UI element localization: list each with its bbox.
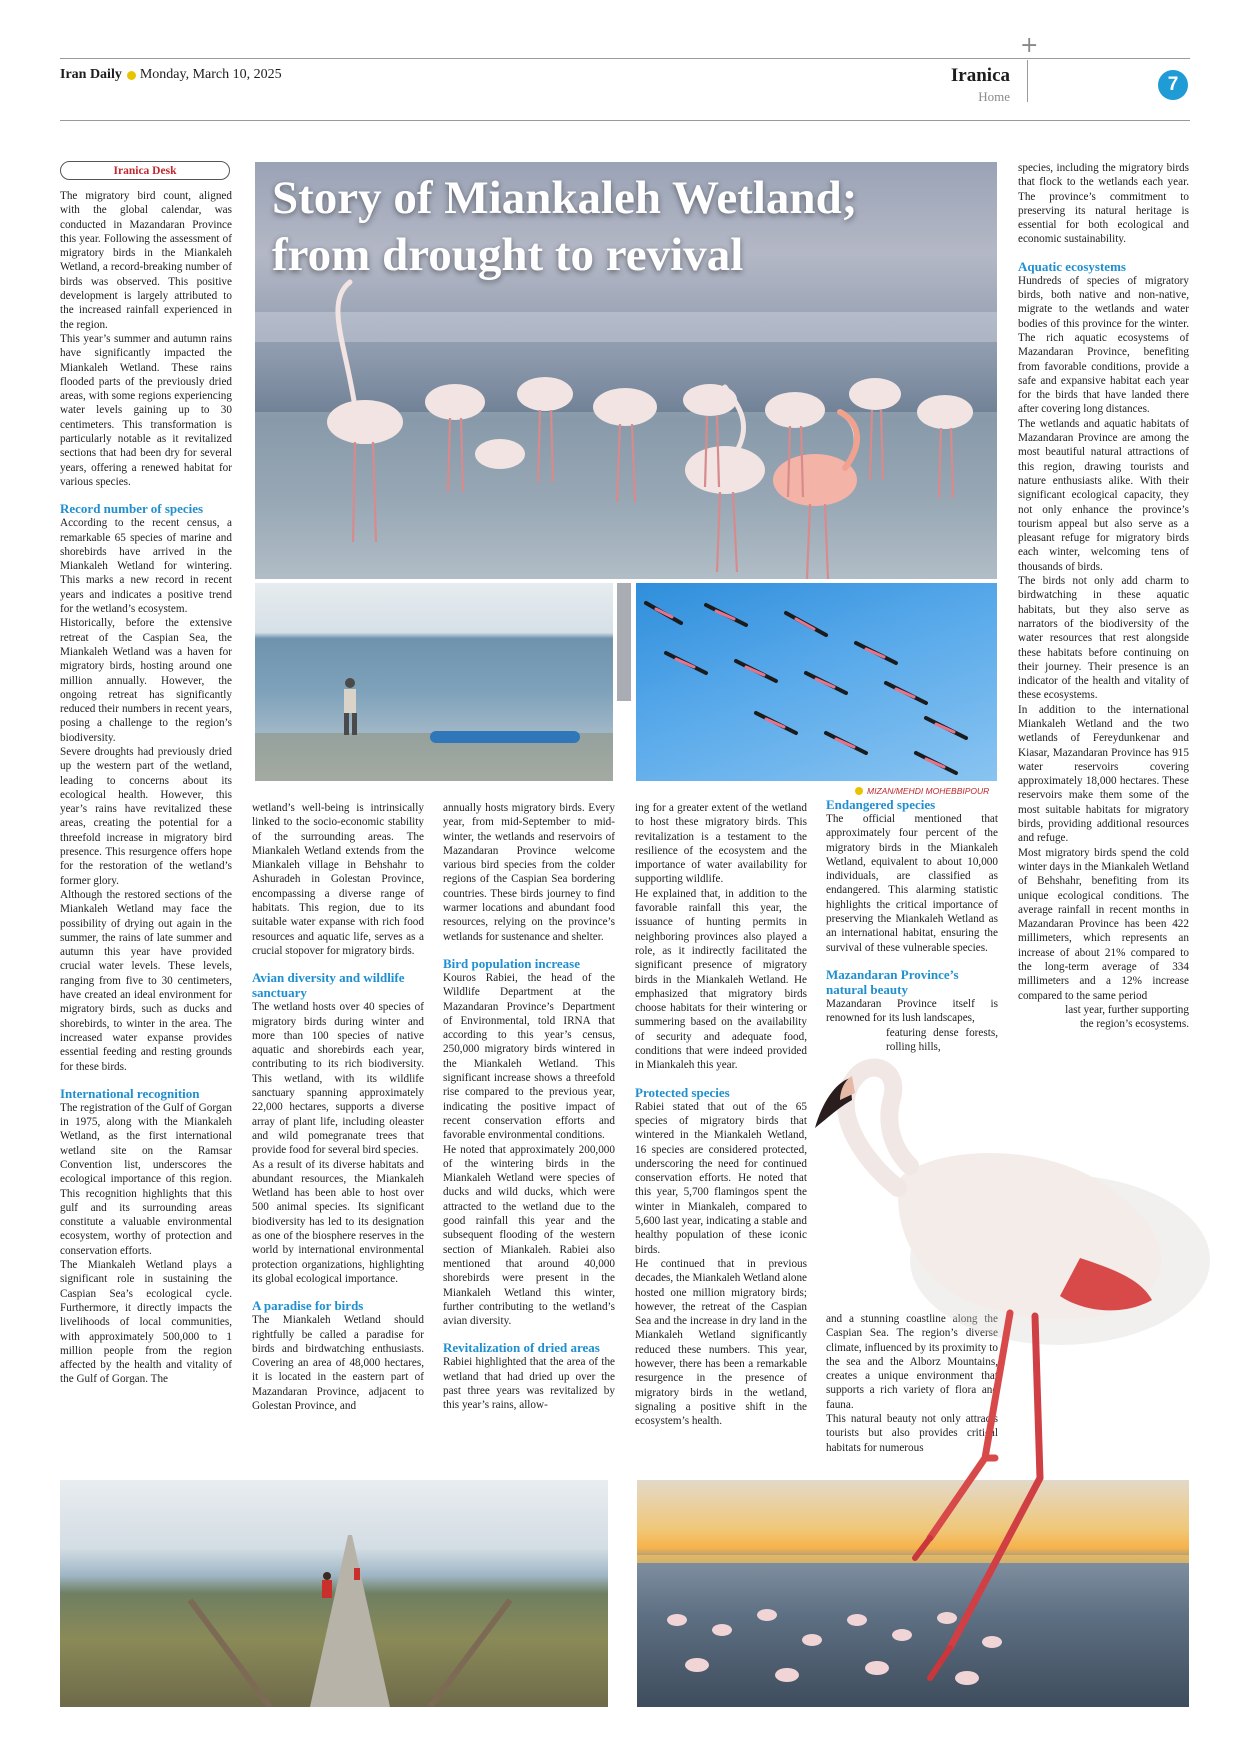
- subheading: International recognition: [60, 1085, 200, 1101]
- body-paragraph: He noted that approximately 200,000 of the wintering birds in the Miankaleh Wetland were species of ducks and wild ducks, which were attracted to the wetland due to the good rainfall this year and the subsequent flooding of the western section of Miankaleh. Rabiei also mentioned that around 40,000 shorebirds were present in the Miankaleh Wetland this winter, further contributing to the wetland’s avian diversity.: [443, 1143, 615, 1328]
- subheading: A paradise for birds: [252, 1298, 364, 1314]
- body-paragraph: Most migratory birds spend the cold winter days in the Miankaleh Wetland of Behshahr, benefiting from its unique ecological conditions. The average rainfall in recent months in Mazandaran Province has been 422 millimeters, which represents an increase of about 21% compared to the long-term average of 334 millimeters and a 12% increase compared to the same period: [1018, 846, 1189, 1002]
- issue-date: Monday, March 10, 2025: [139, 67, 282, 82]
- flamingo-icon: [780, 1038, 1230, 1734]
- credit-dot-icon: [855, 787, 863, 795]
- body-paragraph: The migratory bird count, aligned with the global calendar, was conducted in Mazandaran Province this year. Following the assessment of migratory birds in the Miankaleh Wetland, a record-breaking number of birds was observed. This positive development is largely attributed to the increased rainfall experienced in the region.: [60, 190, 232, 331]
- flamingo-cutout-image: [780, 1038, 1230, 1734]
- headline-line-1: Story of Miankaleh Wetland;: [272, 172, 858, 224]
- body-paragraph: The Miankaleh Wetland should rightfully be called a paradise for birds and birdwatching enthusiasts. Covering an area of 48,000 hectares, it is located in the eastern part of Mazandaran Province, adjacent to Golestan Province, and: [252, 1314, 424, 1412]
- subheading: Revitalization of dried areas: [443, 1340, 600, 1356]
- headline-line-2: from drought to revival: [272, 229, 744, 281]
- page-number-badge: 7: [1158, 70, 1188, 100]
- article-column-6: [1018, 161, 1189, 1032]
- boardwalk-illustration: [60, 1480, 608, 1707]
- subheading: Endangered species: [826, 797, 936, 812]
- flight-illustration: [636, 583, 997, 781]
- body-paragraph: This natural beauty not only attracts tourists but also provides critical habitats for numerous: [826, 1413, 998, 1454]
- subheading: Avian diversity and wildlife sanctuary: [252, 970, 405, 1001]
- header-divider: [1027, 60, 1028, 102]
- publication-name: Iran Daily: [60, 67, 122, 82]
- section-title: Iranica: [950, 65, 1010, 86]
- body-paragraph: wetland’s well-being is intrinsically linked to the socio-economic stability of the surrounding areas. The Miankaleh Wetland extends from the Miankaleh village in Behshahr to Ashuradeh in Golestan Province, encompassing a diverse range of habitats. This region, due to its suitable water expanse with rich food resources and aquatic life, serves as a crucial stopover for migratory birds.: [252, 802, 424, 957]
- separator-dot-icon: [127, 71, 136, 80]
- body-paragraph: annually hosts migratory birds. Every year, from mid-September to mid-winter, the wetlands and reservoirs of Mazandaran Province welcome various bird species from the colder regions of the Caspian Sea bordering countries. These birds journey to find warmer locations and abundant food resources, relying on the province’s wetlands for sustenance and shelter.: [443, 802, 615, 943]
- subheading: Bird population increase: [443, 955, 581, 971]
- boardwalk-photo: [60, 1480, 608, 1707]
- wetland-walker-photo: [255, 583, 613, 781]
- body-paragraph: In addition to the international Miankaleh Wetland and the two wetlands of Fereydunkenar and Kiasar, Mazandaran Province has 915 water reservoirs covering approximately 18,000 hectares. These reservoirs make them some of the most suitable habitats for migratory birds, providing additional resources and refuge.: [1018, 703, 1189, 845]
- header-top-rule: [60, 58, 1190, 59]
- body-paragraph: Hundreds of species of migratory birds, both native and non-native, migrate to the wetlands and water bodies of this province for the winter. The rich aquatic ecosystems of Mazandaran Province, benefiting from favorable conditions, provide a safe and expansive habitat each year for the birds that have landed there after covering long distances.: [1018, 274, 1189, 416]
- article-column-2: [252, 801, 424, 1413]
- body-paragraph-wrap: last year, further supporting the region’s ecosystems.: [1065, 1003, 1189, 1031]
- subheading: Aquatic ecosystems: [1018, 258, 1126, 274]
- body-paragraph: The birds not only add charm to birdwatching in these aquatic habitats, but they also serve as narrators of the biodiversity of the water resources that rest alongside these habitats before continuing on their journey. Their presence is an indicator of the health and vitality of these ecosystems.: [1018, 575, 1189, 702]
- body-paragraph: The registration of the Gulf of Gorgan in 1975, along with the Miankaleh Wetland, as the first international wetland site on the Ramsar Convention list, underscores the ecological importance of this region. This recognition highlights that this gulf and its surrounding areas constitute a valuable environmental ecosystem, worthy of protection and conservation efforts.: [60, 1101, 232, 1257]
- body-paragraph: The official mentioned that approximately four percent of the migratory birds in the Miankaleh Wetland, equivalent to about 10,000 individuals, are classified as endangered. This alarming statistic highlights the critical importance of preserving the Miankaleh Wetland as an international habitat, ensuring the survival of these vulnerable species.: [826, 813, 998, 954]
- body-paragraph: He explained that, in addition to the favorable rainfall this year, the issuance of hunting permits in neighboring provinces also played a role, as it indirectly facilitated the significant presence of migratory birds in the Miankaleh Wetland. He emphasized that migratory birds choose habitats for their wintering or summering based on the availability of security and adequate food, conditions that were indeed provided in Miankaleh this year.: [635, 887, 807, 1072]
- body-paragraph: The wetland hosts over 40 species of migratory birds during winter and more than 100 species of native aquatic and shorebirds each year, contributing to its rich biodiversity. This wetland, with its wildlife sanctuary spanning approximately 22,000 hectares, supports a diverse array of plant life, including oleaster and wild pomegranate trees that provide food for several bird species.: [252, 1001, 424, 1157]
- photo-credit: [855, 786, 989, 796]
- body-paragraph: This year’s summer and autumn rains have significantly impacted the Miankaleh Wetland. These rains flooded parts of the previously dried areas, with some regions experiencing water levels gaining up to 30 centimeters. This transformation is particularly notable as it revitalized sections that had been dry for several years, offering a renewed habitat for various species.: [60, 332, 232, 488]
- header-masthead: [60, 67, 282, 83]
- walker-illustration: [255, 583, 613, 781]
- photo-credit-text: MIZAN/MEHDI MOHEBBIPOUR: [867, 786, 990, 796]
- subsection-title: Home: [978, 89, 1010, 104]
- subheading: Record number of species: [60, 501, 204, 517]
- plus-icon: +: [1020, 33, 1039, 58]
- flamingos-in-flight-photo: [636, 583, 997, 781]
- body-paragraph-wrap: featuring dense forests, rolling hills,: [886, 1026, 998, 1053]
- body-paragraph: Mazandaran Province itself is renowned for its lush landscapes,: [826, 997, 998, 1025]
- body-paragraph: Severe droughts had previously dried up the western part of the wetland, leading to concerns about its ecological health. However, this year’s rains have revitalized these areas, creating the potential for a threefold increase in migratory bird presence. This resurgence offers hope for the restoration of the wetland’s former glory.: [60, 745, 232, 887]
- header-bottom-rule: [60, 120, 1190, 121]
- body-paragraph: The Miankaleh Wetland plays a significant role in sustaining the Caspian Sea’s ecological cycle. Furthermore, it directly impacts the livelihoods of local communities, with approximately 500,000 to 1 million people from the region affected by the health and vitality of the Gulf of Gorgan. The: [60, 1259, 232, 1386]
- photo-divider-strip: [617, 583, 631, 701]
- body-paragraph: Historically, before the extensive retreat of the Caspian Sea, the Miankaleh Wetland was a haven for migratory birds, hosting around one million annually. However, the ongoing retreat has significantly reduced their numbers in recent years, posing a challenge to the region’s biodiversity.: [60, 617, 232, 744]
- body-paragraph: and a stunning coastline along the Caspian Sea. The region’s diverse climate, influenced by its proximity to the sea and the Alborz Mountains, creates a unique environment that supports a rich variety of flora and fauna.: [826, 1313, 998, 1411]
- body-paragraph: species, including the migratory birds that flock to the wetlands each year. The province’s commitment to preserving its natural heritage is essential for both ecological and economic sustainability.: [1018, 162, 1189, 246]
- article-column-5-upper: [826, 797, 998, 1054]
- article-column-3: [443, 801, 615, 1413]
- body-paragraph: Rabiei stated that out of the 65 species of migratory birds that wintered in the Miankaleh Wetland, 16 species are considered protected, underscoring the need for continued conservation efforts. He noted that this year, 5,700 flamingos spent the winter in Miankaleh, compared to 5,600 last year, indicating a stable and healthy population of these iconic birds.: [635, 1100, 807, 1256]
- body-paragraph: Rabiei highlighted that the area of the wetland that had dried up over the past three years was revitalized by this year’s rains, allow-: [443, 1356, 615, 1412]
- body-paragraph: The wetlands and aquatic habitats of Mazandaran Province are among the most beautiful natural attractions of this region, drawing tourists and nature enthusiasts alike. With their significant ecological capacity, they not only enhance the province’s tourism appeal but also serve as a pleasant refuge for migratory birds each winter, welcoming tens of thousands of birds.: [1018, 417, 1189, 573]
- desk-label: Iranica Desk: [60, 161, 230, 180]
- body-paragraph: As a result of its diverse habitats and abundant resources, the Miankaleh Wetland has been able to host over 500 animal species. Its significant biodiversity has led to its designation as one of the biosphere reserves in the world by international environmental protection organizations, highlighting its global ecological importance.: [252, 1158, 424, 1285]
- body-paragraph: According to the recent census, a remarkable 65 species of marine and shorebirds have arrived in the Miankaleh Wetland for wintering. This marks a new record in recent years and indicates a positive trend for the wetland’s ecosystem.: [60, 517, 232, 616]
- subheading: Mazandaran Province’s natural beauty: [826, 966, 959, 997]
- body-paragraph: Although the restored sections of the Miankaleh Wetland may face the possibility of drying out again in the summer, the rains of late summer and autumn this year have provided crucial water levels. These levels, ranging from five to 30 centimeters, have created an ideal environment for migratory birds, such as ducks and shorebirds, to winter in the area. The increased water expanse provides essential feeding and resting grounds for these birds.: [60, 888, 232, 1073]
- body-paragraph: Kouros Rabiei, the head of the Wildlife Department at the Mazandaran Province’s Department of Environmental, told IRNA that according to this year’s census, 250,000 migratory birds wintered in the Miankaleh Wetland. This significant increase shows a threefold rise compared to the previous year, indicating the positive impact of recent conservation efforts and favorable environmental conditions.: [443, 971, 615, 1142]
- subheading: Protected species: [635, 1084, 730, 1100]
- body-paragraph: He continued that in previous decades, the Miankaleh Wetland alone hosted one million migratory birds; however, the retreat of the Caspian Sea and the increase in dry land in the Miankaleh Wetland significantly reduced these numbers. This year, however, there has been a remarkable resurgence in the presence of migratory birds in the wetland, signaling a positive shift in the ecosystem’s health.: [635, 1257, 807, 1428]
- body-paragraph: ing for a greater extent of the wetland to host these migratory birds. This revitalization is a testament to the resilience of the ecosystem and the importance of water availability for supporting wildlife.: [635, 802, 807, 886]
- article-headline: [272, 170, 992, 284]
- article-column-1: [60, 189, 232, 1387]
